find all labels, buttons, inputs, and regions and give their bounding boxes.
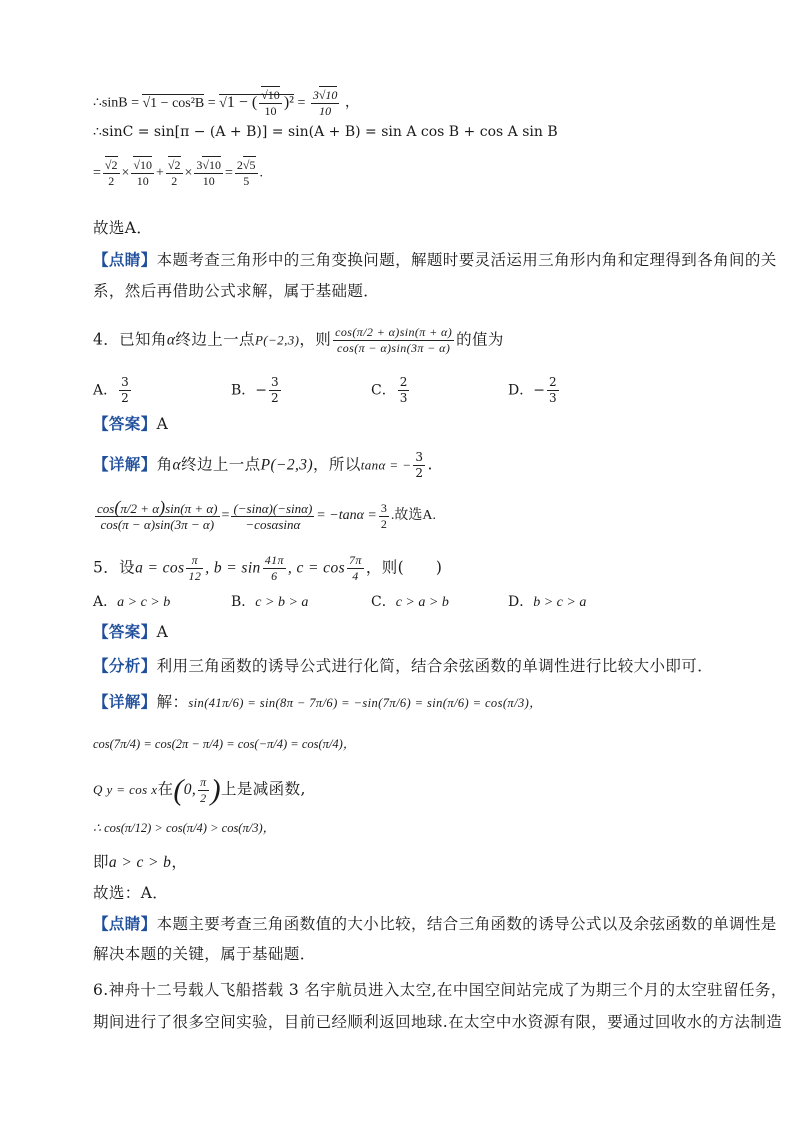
- q5-option-c: C．c > a > b: [371, 594, 449, 610]
- q5-detail-line3: Q y = cos x在(0, $\frac{\pi}{2}$ )上是减函数,: [93, 773, 306, 807]
- q4-option-c: C． $\frac{2}{3}$: [371, 375, 408, 405]
- q5-tip-line2: 解决本题的关键，属于基础题．: [93, 945, 316, 963]
- sqrt-1-minus-cos2b: √1 − cos²B: [142, 95, 205, 111]
- q5-tip-line1: 【点睛】本题主要考查三角函数值的大小比较，结合三角函数的诱导公式以及余弦函数的单调性是: [93, 914, 777, 933]
- sinb-value: $\frac{3√10}{10}$: [312, 88, 338, 118]
- q6-line1: 6.神舟十二号载人飞船搭载 3 名宇航员进入太空,在中国空间站完成了为期三个月的太空驻留任务，: [93, 981, 787, 999]
- sinc-formula: ∴sinC = sin[π − (A + B)] = sin(A + B) = sin A cos B + cos A sin B: [93, 124, 558, 140]
- q4-detail-line2: $\frac{\cos(\pi/2 + \alpha)\sin(\pi + \alpha)}{\cos(\pi - \alpha)\sin(3\pi - \alpha)}$ = $\frac{(-\sin\alpha)(-\sin\alpha)}{-\cos\alpha\sin\alpha}$ = −tanα = $\frac{3}{2}$ .故选A.: [97, 497, 437, 532]
- answer-tag: 【答案】: [93, 414, 157, 433]
- sinc-computation: = $\frac{√2}{2}$ × $\frac{√10}{10}$ + $\frac{√2}{2}$ × $\frac{3√10}{10}$ = $\frac{2√5}{5}$ .: [93, 158, 263, 188]
- q4-answer: 【答案】A: [93, 414, 169, 433]
- q5-detail-line2: cos(7π/4) = cos(2π − π/4) = cos(−π/4) = cos(π/4)，: [93, 737, 356, 751]
- q5-answer: 【答案】A: [93, 622, 169, 641]
- q5-stem: 5．设a = cos $\frac{\pi}{12}$ , b = sin $\frac{41\pi}{6}$ , c = cos $\frac{7\pi}{4}$ ，则( ): [93, 553, 443, 583]
- q6-line2: 期间进行了很多空间实验，目前已经顺利返回地球.在太空中水资源有限，要通过回收水的方法制造: [93, 1013, 783, 1031]
- q5-conclusion: 故选：A．: [93, 884, 169, 902]
- tip-tag: 【点睛】: [93, 250, 157, 269]
- analysis-tag: 【分析】: [93, 656, 157, 675]
- q5-detail-line5: 即a > c > b，: [93, 853, 188, 871]
- q3-tip-line1: 【点睛】本题考查三角形中的三角变换问题，解题时要灵活运用三角形内角和定理得到各角间的关: [93, 250, 777, 269]
- q4-detail-line1: 【详解】角α终边上一点P(−2,3)，所以tanα = − $\frac{3}{2}$ .: [93, 450, 433, 480]
- detail-tag: 【详解】: [93, 454, 157, 474]
- alpha-symbol: α: [166, 331, 176, 349]
- q5-analysis: 【分析】利用三角函数的诱导公式进行化简，结合余弦函数的单调性进行比较大小即可．: [93, 656, 714, 675]
- q4-stem: 4．已知角α终边上一点P(−2,3)，则 $\frac{\cos(\pi/2 + \alpha)\sin(\pi + \alpha)}{\cos(\pi - \alpha)\sin(3\pi - \alpha)}$ 的值为: [93, 325, 504, 355]
- q5-detail-line4: ∴ cos(π/12) > cos(π/4) > cos(π/3)，: [93, 821, 276, 835]
- q4-option-b: B．− $\frac{3}{2}$: [231, 375, 279, 405]
- q4-option-a: A． $\frac{3}{2}$: [93, 375, 129, 405]
- sqrt-expression: √1 − ( $\frac{√10}{10}$ )²: [219, 88, 294, 118]
- q5-option-d: D．b > c > a: [508, 594, 587, 610]
- q4-expression: $\frac{\cos(\pi/2 + \alpha)\sin(\pi + \alpha)}{\cos(\pi - \alpha)\sin(3\pi - \alpha)}$: [335, 325, 453, 355]
- equals-sign: =: [297, 95, 309, 111]
- q4-option-d: D．− $\frac{2}{3}$: [508, 375, 557, 405]
- q3-conclusion: 故选A．: [93, 219, 153, 237]
- point-p: P(−2,3): [254, 332, 300, 348]
- sinb-lhs: ∴sinB =: [93, 95, 139, 111]
- sinb-derivation: ∴sinB = √1 − cos²B = √1 − ( $\frac{√10}{10}$ )² = $\frac{3√10}{10}$ ，: [93, 88, 359, 118]
- q5-detail-line1: 【详解】解：sin(41π/6) = sin(8π − 7π/6) = −sin(7π/6) = sin(π/6) = cos(π/3)，: [93, 692, 543, 711]
- q3-tip-line2: 系，然后再借助公式求解，属于基础题．: [93, 282, 380, 300]
- q5-option-a: A．a > c > b: [93, 594, 171, 610]
- q5-option-b: B．c > b > a: [231, 594, 309, 610]
